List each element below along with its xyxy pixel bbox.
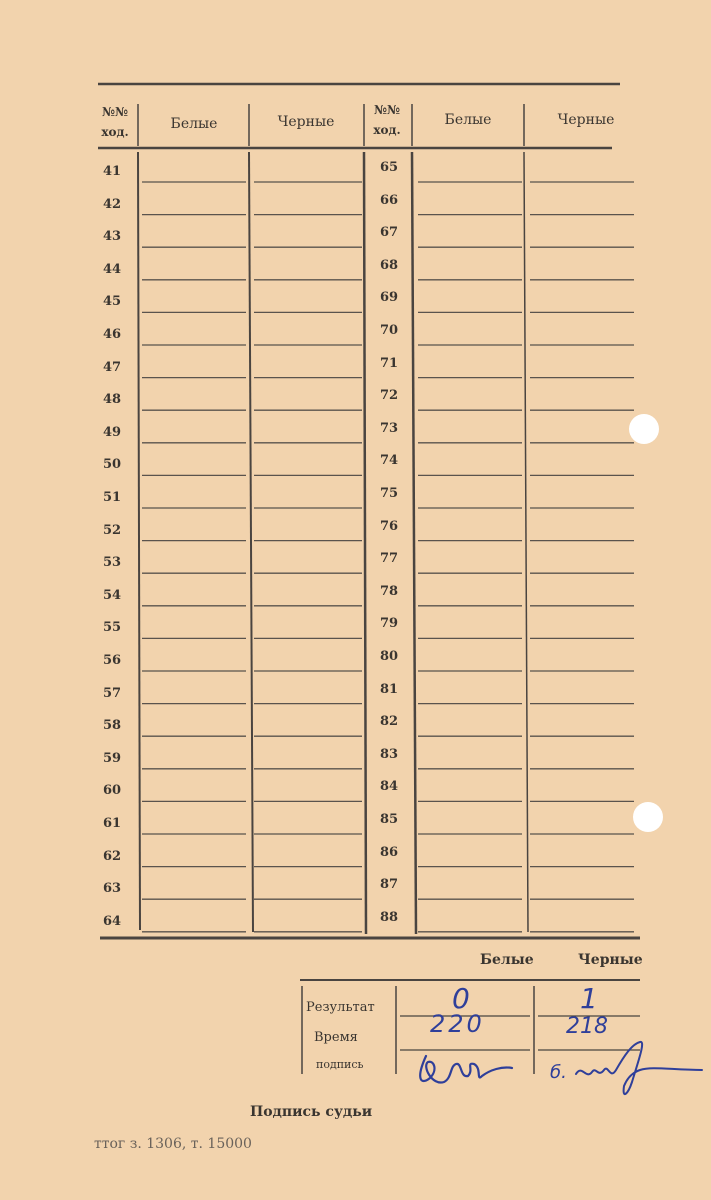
move-number-left: 53 xyxy=(102,555,122,571)
move-number-right: 66 xyxy=(379,192,399,208)
move-number-right: 79 xyxy=(379,616,399,632)
move-number-left: 64 xyxy=(102,913,122,929)
move-number-left: 58 xyxy=(102,718,122,734)
time-label: Время xyxy=(314,1030,358,1045)
move-number-left: 51 xyxy=(102,490,122,505)
result-white-value: 0 xyxy=(452,982,470,1015)
time-black-value: 218 xyxy=(566,1014,608,1039)
move-number-right: 84 xyxy=(379,779,399,795)
print-info: ттог з. 1306, т. 15000 xyxy=(94,1136,252,1152)
move-number-right: 83 xyxy=(379,746,399,762)
move-number-left: 50 xyxy=(102,457,122,473)
header-black-right: Черные xyxy=(557,112,615,128)
move-number-left: 60 xyxy=(102,783,122,799)
header-move-number-line1: №№ xyxy=(101,105,129,119)
move-number-left: 61 xyxy=(102,816,122,831)
move-number-left: 45 xyxy=(102,294,122,310)
move-number-left: 62 xyxy=(102,848,122,864)
move-number-right: 67 xyxy=(379,225,399,241)
move-number-right: 78 xyxy=(379,583,399,599)
move-number-left: 49 xyxy=(102,424,122,440)
move-number-left: 46 xyxy=(102,327,122,342)
move-number-left: 43 xyxy=(102,229,122,245)
black-player-signature-initial: б. xyxy=(550,1062,567,1083)
move-number-left: 63 xyxy=(102,881,122,897)
result-black-value: 1 xyxy=(580,982,598,1015)
move-number-right: 82 xyxy=(379,714,399,730)
move-number-right: 73 xyxy=(379,420,399,436)
white-player-signature xyxy=(412,1048,522,1092)
header-move-number-line2-right: ход. xyxy=(373,123,401,137)
move-number-right: 65 xyxy=(379,160,399,175)
move-number-left: 59 xyxy=(102,750,122,766)
move-number-right: 75 xyxy=(379,486,399,501)
time-white-value: 220 xyxy=(430,1010,485,1038)
move-number-left: 47 xyxy=(102,359,122,375)
result-label: Результат xyxy=(306,1000,375,1015)
header-black-left: Черные xyxy=(277,114,335,130)
move-number-right: 86 xyxy=(379,844,399,860)
judge-signature-label: Подпись судьи xyxy=(250,1104,373,1120)
move-number-right: 72 xyxy=(379,388,399,404)
result-col-white-header: Белые xyxy=(480,952,534,968)
move-number-left: 54 xyxy=(102,587,122,603)
move-number-left: 44 xyxy=(102,261,122,277)
move-number-right: 77 xyxy=(379,551,399,567)
move-number-left: 56 xyxy=(102,653,122,668)
move-number-left: 52 xyxy=(102,522,122,538)
move-number-left: 41 xyxy=(102,164,122,179)
move-number-right: 71 xyxy=(379,355,399,371)
move-number-right: 80 xyxy=(379,649,399,664)
result-col-black-header: Черные xyxy=(578,952,643,968)
move-number-right: 69 xyxy=(379,290,399,306)
header-white-left: Белые xyxy=(170,116,218,132)
move-number-left: 48 xyxy=(102,392,122,408)
move-number-right: 88 xyxy=(379,909,399,925)
header-move-number-line1-right: №№ xyxy=(373,103,401,117)
header-move-number-line2: ход. xyxy=(101,125,129,139)
signature-label: подпись xyxy=(316,1058,364,1071)
move-number-left: 57 xyxy=(102,685,122,701)
move-number-right: 81 xyxy=(379,681,399,697)
move-number-left: 55 xyxy=(102,620,122,636)
move-number-right: 68 xyxy=(379,257,399,273)
black-player-signature xyxy=(572,1036,708,1104)
move-number-right: 85 xyxy=(379,812,399,827)
move-number-right: 74 xyxy=(379,453,399,469)
move-number-right: 87 xyxy=(379,877,399,893)
move-number-left: 42 xyxy=(102,196,122,212)
move-number-right: 70 xyxy=(379,323,399,338)
header-white-right: Белые xyxy=(444,112,492,128)
move-number-right: 76 xyxy=(379,518,399,534)
